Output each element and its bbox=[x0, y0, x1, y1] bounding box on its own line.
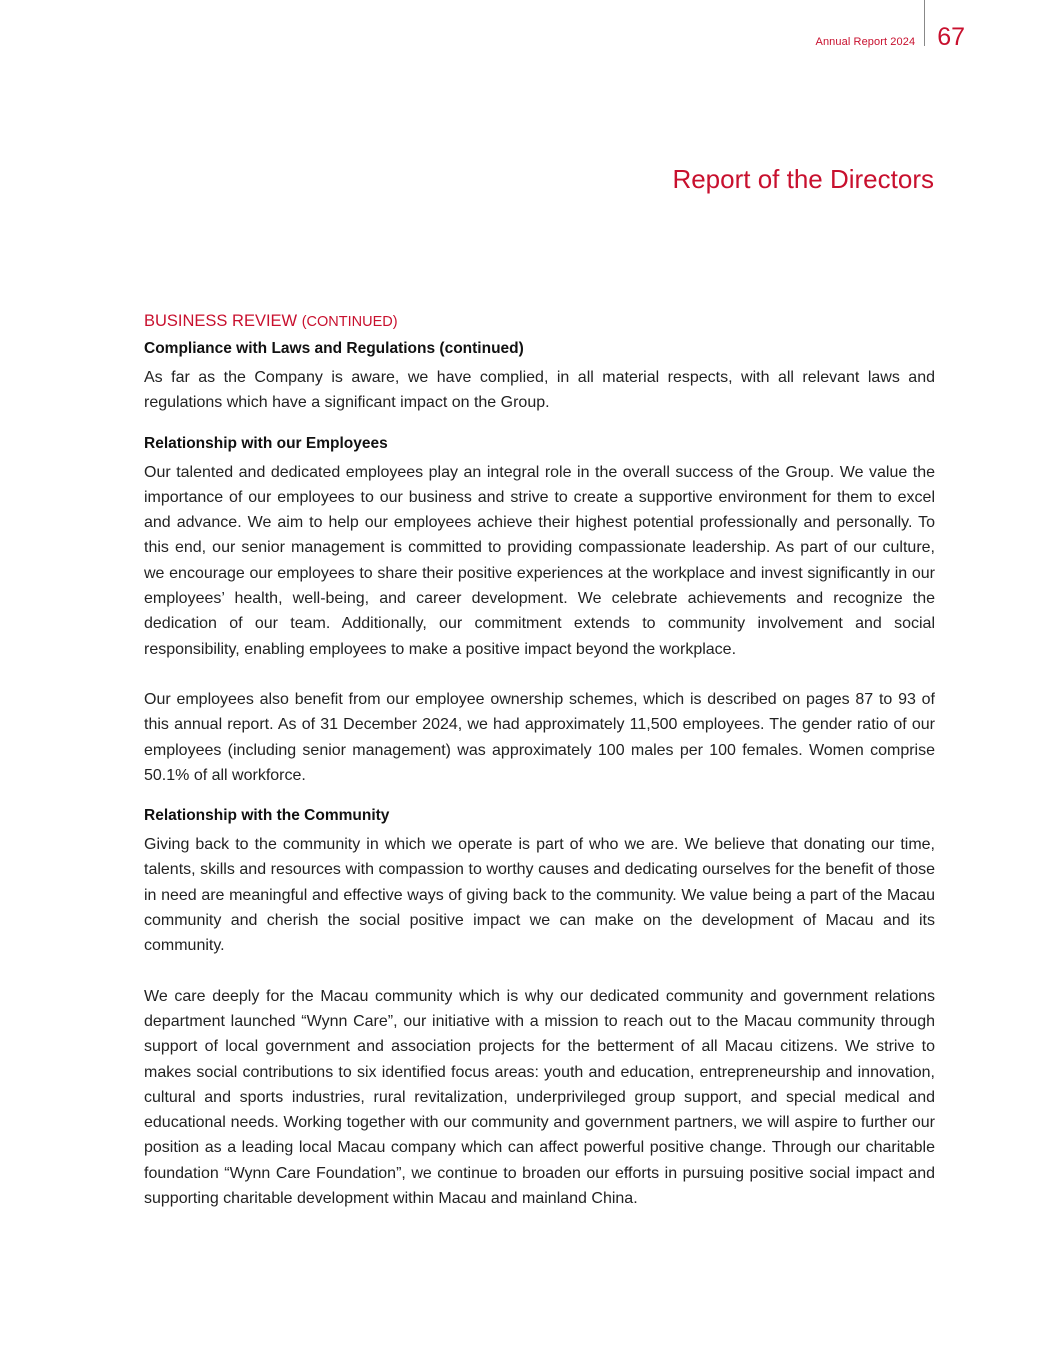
page-number: 67 bbox=[937, 23, 965, 51]
spacer bbox=[144, 959, 935, 984]
employees-title: Relationship with our Employees bbox=[144, 434, 388, 452]
compliance-paragraph: As far as the Company is aware, we have complied, in all material respects, with all relevant laws and regulations which have a significant impact on the Group. bbox=[144, 369, 935, 412]
employees-heading bbox=[144, 433, 935, 455]
community-heading bbox=[144, 805, 935, 827]
page-title: Report of the Directors bbox=[672, 164, 934, 194]
compliance-heading bbox=[144, 338, 935, 360]
spacer bbox=[144, 662, 935, 687]
compliance-title-suffix: (continued) bbox=[439, 340, 524, 357]
running-header bbox=[816, 0, 965, 60]
community-paragraph-1: Giving back to the community in which we operate is part of who we are. We believe that donating our time, talents, skills and resources with compassion to worthy causes and dedicating ourselves for the benefit of those in need are meaningful and effective ways of giving back to the community. We value being a part of the Macau community and cherish the social positive impact we can make on the development of Macau and its community. bbox=[144, 836, 935, 955]
header-divider bbox=[924, 0, 925, 46]
section-heading-text: BUSINESS REVIEW bbox=[144, 312, 298, 330]
spacer bbox=[144, 416, 935, 433]
running-title: Annual Report 2024 bbox=[815, 36, 916, 48]
spacer bbox=[144, 788, 935, 805]
community-paragraph-2: We care deeply for the Macau community which is why our dedicated community and government relations department launched “Wynn Care”, our initiative with a mission to reach out to the Macau community through support of local government and association projects for the betterment of all Macau citizens. We strive to makes social contributions to six identified focus areas: youth and education, entrepreneurship and innovation, cultural and sports industries, rural revitalization, underprivileged group support, and special medical and educational needs. Working together with our community and government partners, we will aspire to further our position as a leading local Macau company which can affect powerful positive change. Through our charitable foundation “Wynn Care Foundation”, we continue to broaden our efforts in pursuing positive social impact and supporting charitable development within Macau and mainland China. bbox=[144, 987, 935, 1208]
community-title: Relationship with the Community bbox=[144, 807, 390, 825]
employees-paragraph-2: Our employees also benefit from our employee ownership schemes, which is described on pages 87 to 93 of this annual report. As of 31 December 2024, we had approximately 11,500 employees. The gender ratio of our employees (including senior management) was approximately 100 males per 100 females. Women comprise 50.1% of all workforce. bbox=[144, 690, 935, 784]
employees-paragraph-1: Our talented and dedicated employees play an integral role in the overall success of the Group. We value the importance of our employees to our business and strive to create a supportive environment for them to excel and advance. We aim to help our employees achieve their highest potential professionally and personally. To this end, our senior management is committed to providing compassionate leadership. As part of our culture, we encourage our employees to share their positive experiences at the workplace and invest significantly in our employees’ health, well-being, and career development. We celebrate achievements and recognize the dedication of our team. Additionally, our commitment extends to community involvement and social responsibility, enabling employees to make a positive impact beyond the workplace. bbox=[144, 463, 935, 658]
section-heading-suffix: (CONTINUED) bbox=[301, 314, 398, 330]
compliance-title: Compliance with Laws and Regulations bbox=[144, 340, 436, 357]
main-content bbox=[144, 310, 935, 1211]
section-heading bbox=[144, 310, 935, 333]
